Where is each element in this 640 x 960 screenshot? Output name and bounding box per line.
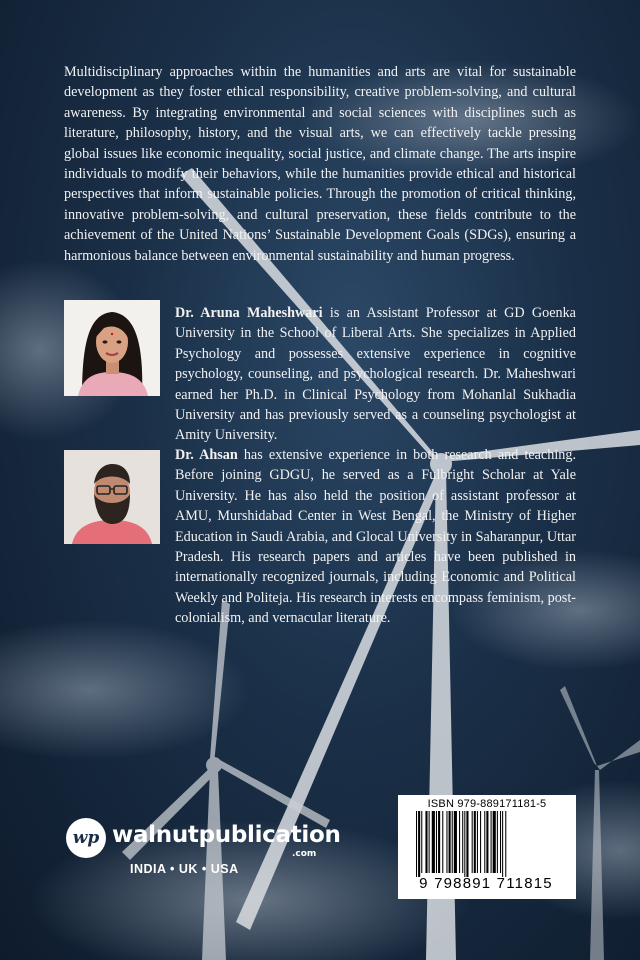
barcode-bar [459, 811, 460, 873]
barcode-bar [438, 811, 440, 873]
barcode-bar [491, 811, 492, 873]
book-blurb: Multidisciplinary approaches within the humanities and arts are vital for sustainable development as they foster ethical responsibility, creative problem-solving, and cultural awareness. By integrating environmental and social sciences with disciplines such as literature, philosophy, history, and the visual arts, we can effectively tackle pressing global issues like economic inequality, social justice, and climate change. The arts inspire individuals to modify their behaviors, while the humanities provide ethical and historical perspectives that inform sustainable policies. Through the promotion of critical thinking, innovative problem-solving, and cultural preservation, these fields contribute to the achievement of the United Nations’ Sustainable Development Goals (SDGs), ensuring a harmonious balance between environmental sustainability and human progress. [64, 64, 576, 264]
author-bio-aruna-maheshwari [175, 303, 576, 446]
barcode-bar [502, 811, 503, 877]
barcode-bar [442, 811, 443, 873]
author-photo-aruna-maheshwari [64, 300, 160, 396]
barcode-bar [432, 811, 435, 873]
barcode-bar [462, 811, 463, 873]
barcode-bar [429, 811, 430, 873]
barcode-digits: 9 798891 711815 [419, 875, 553, 892]
barcode-bar [480, 811, 481, 873]
barcode-bar [477, 811, 478, 873]
publisher-domain: .com [292, 849, 317, 859]
author-name: Dr. Aruna Maheshwari [175, 305, 323, 321]
author-bio-ahsan-intro [175, 445, 576, 629]
barcode-bar [449, 811, 451, 873]
isbn-label: ISBN 979-889171181-5 [427, 798, 547, 810]
barcode-bar [436, 811, 437, 873]
barcode-bar [454, 811, 457, 873]
barcode-bar [493, 811, 496, 873]
isbn-barcode [398, 795, 576, 899]
barcode-bar [484, 811, 485, 873]
barcode-bar [486, 811, 488, 873]
author-bio-text: has extensive experience in both research and teaching. Before joining GDGU, he served as a Fulbright Scholar at Yale University. He has also held the position of assistant professor at AMU, Murshidabad Center in West Bengal, the Ministry of Higher Education in Saudi Arabia, and Glocal University in Saharanpur, Uttar Pradesh. His research papers and articles have been published in internationally recognized journals, including Economic and Political Weekly and Politeja. His research interests encompass feminism, post-colonialism, and vernacular literature. [175, 447, 576, 627]
barcode-bar [500, 811, 501, 873]
author-bio-text: is an Assistant Professor at GD Goenka University in the School of Liberal Arts. She specializes in Applied Psychology and possesses extensive experience in cognitive psychology, counseling, and psychological research. Dr. Maheshwari earned her Ph.D. in Clinical Psychology from Mohanlal Sukhadia University and has previously served as a counseling psychologist at Amity University. [175, 305, 576, 444]
barcode-bars [416, 811, 568, 877]
barcode-bar [474, 811, 476, 873]
barcode-bar [452, 811, 453, 873]
barcode-bar [425, 811, 427, 873]
barcode-bar [421, 811, 422, 873]
barcode-bar [446, 811, 447, 873]
barcode-bar [466, 811, 468, 877]
publisher-name: walnutpublication [112, 822, 341, 848]
walnut-logo-icon: wp [66, 818, 106, 858]
author-photo-ahsan [64, 450, 160, 544]
author-name: Dr. Ahsan [175, 447, 238, 463]
barcode-bar [505, 811, 506, 877]
barcode-bar [464, 811, 465, 877]
publisher-countries: INDIA • UK • USA [130, 862, 239, 876]
barcode-bar [472, 811, 473, 873]
barcode-bar [416, 811, 417, 877]
barcode-bar [418, 811, 420, 877]
barcode-bar [497, 811, 498, 873]
